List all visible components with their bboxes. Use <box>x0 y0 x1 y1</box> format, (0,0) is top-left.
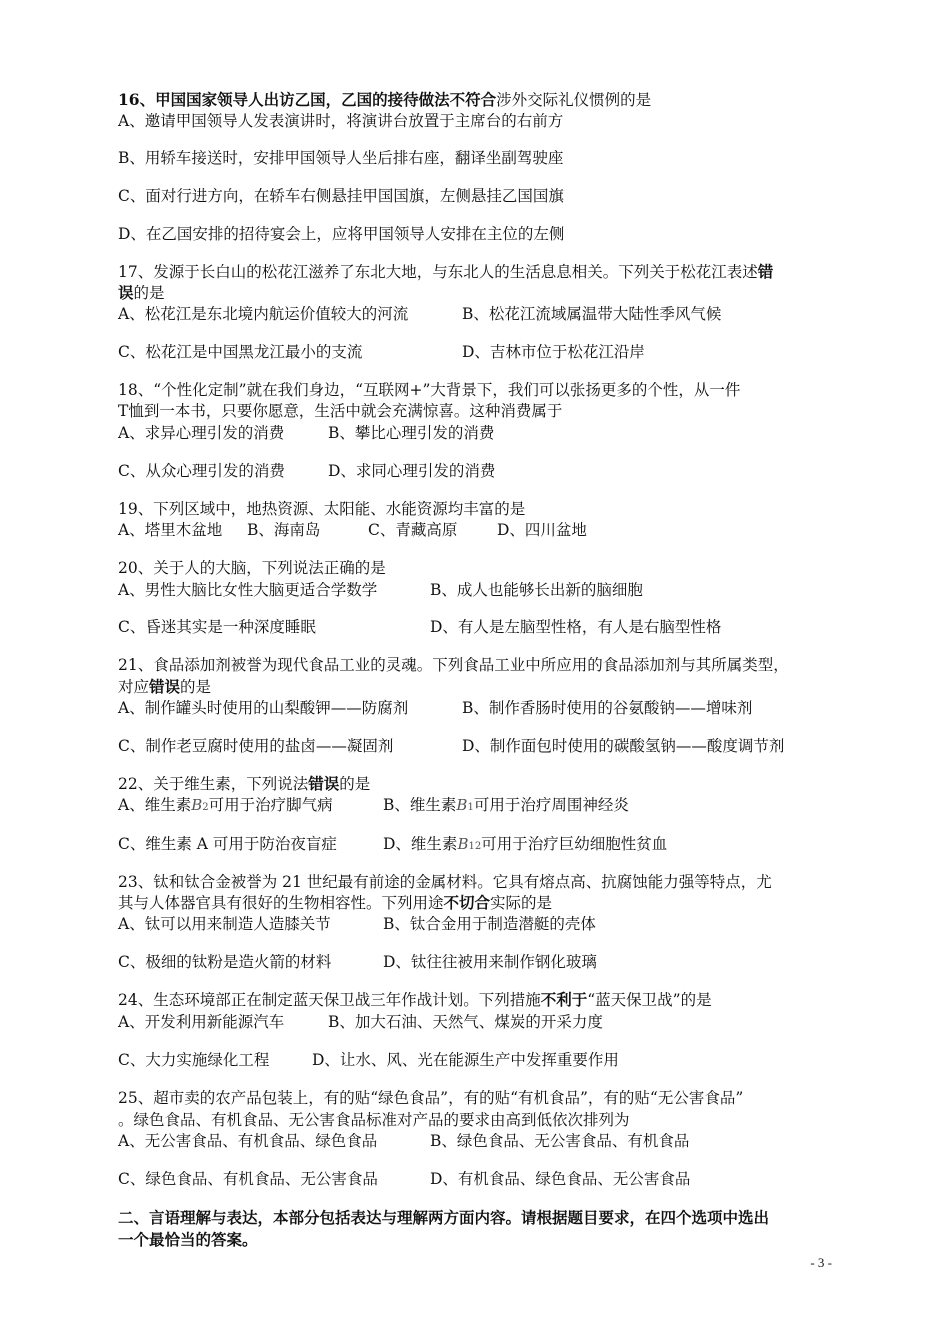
section-heading-line1: 二、言语理解与表达，本部分包括表达与理解两方面内容。请根据题目要求，在四个选项中选出 <box>118 1208 770 1227</box>
question-22-rest: 的是 <box>339 775 371 793</box>
q19-option-a: A、塔里木盆地 <box>118 521 223 539</box>
q22-a-num: 2 <box>202 802 209 813</box>
q25-option-a: A、无公害食品、有机食品、绿色食品 <box>118 1132 378 1150</box>
q19-option-d: D、四川盆地 <box>497 521 587 539</box>
question-18-stem-line1: 18、“个性化定制”就在我们身边，“互联网+”大背景下，我们可以张扬更多的个性，从一件 <box>118 381 741 399</box>
q20-option-d: D、有人是左脑型性格，有人是右脑型性格 <box>430 618 722 636</box>
question-24-rest: “蓝天保卫战”的是 <box>587 991 712 1009</box>
question-23-rest: 实际的是 <box>490 894 553 912</box>
question-21-stem-line2 <box>118 677 211 697</box>
vitamin-b12-formula <box>457 835 481 853</box>
q22-option-d <box>383 834 667 857</box>
q23-option-c: C、极细的钛粉是造火箭的材料 <box>118 953 332 971</box>
page-number: - 3 - <box>810 1255 832 1270</box>
question-17-rest: 的是 <box>133 284 165 302</box>
q18-option-d: D、求同心理引发的消费 <box>328 462 496 480</box>
question-17-text: 17、发源于长白山的松花江滋养了东北大地，与东北人的生活息息相关。下列关于松花江表述 <box>118 263 758 281</box>
vitamin-b2-formula <box>191 796 208 814</box>
q19-option-c: C、青藏高原 <box>368 521 458 539</box>
q22-a-letter: B <box>191 796 203 814</box>
q20-option-a: A、男性大脑比女性大脑更适合学数学 <box>118 581 378 599</box>
q24-option-c: C、大力实施绿化工程 <box>118 1051 270 1069</box>
q22-a-pre: A、维生素 <box>118 796 192 814</box>
q21-option-b: B、制作香肠时使用的谷氨酸钠——增味剂 <box>462 699 753 717</box>
question-23-stem-line2 <box>118 893 552 913</box>
q22-option-c: C、维生素 A 可用于防治夜盲症 <box>118 835 337 853</box>
question-21-stem-line1: 21、食品添加剂被誉为现代食品工业的灵魂。下列食品工业中所应用的食品添加剂与其所属类型， <box>118 656 789 674</box>
section-heading-line2: 一个最恰当的答案。 <box>118 1230 258 1249</box>
q18-option-a: A、求异心理引发的消费 <box>118 424 285 442</box>
q24-option-b: B、加大石油、天然气、煤炭的开采力度 <box>328 1013 603 1031</box>
q20-option-b: B、成人也能够长出新的脑细胞 <box>430 581 643 599</box>
q24-option-a: A、开发利用新能源汽车 <box>118 1013 285 1031</box>
question-25-stem-line2: 。绿色食品、有机食品、无公害食品标准对产品的要求由高到低依次排列为 <box>118 1111 630 1129</box>
q17-option-c: C、松花江是中国黑龙江最小的支流 <box>118 343 363 361</box>
question-23-emphasis: 不切合 <box>443 893 491 912</box>
q21-option-c: C、制作老豆腐时使用的盐卤——凝固剂 <box>118 737 394 755</box>
question-21-pre: 对应 <box>118 678 150 696</box>
question-17-stem-line1 <box>118 262 773 282</box>
q22-a-post: 可用于治疗脚气病 <box>208 796 333 814</box>
q20-option-c: C、昏迷其实是一种深度睡眠 <box>118 618 316 636</box>
q22-b-pre: B、维生素 <box>383 796 457 814</box>
q23-option-b: B、钛合金用于制造潜艇的壳体 <box>383 915 596 933</box>
question-17-emphasis-1: 错 <box>757 262 774 281</box>
q16-option-d: D、在乙国安排的招待宴会上，应将甲国领导人安排在主位的左侧 <box>118 225 565 243</box>
q25-option-d: D、有机食品、绿色食品、无公害食品 <box>430 1170 691 1188</box>
q23-option-d: D、钛往往被用来制作钢化玻璃 <box>383 953 597 971</box>
q16-option-b: B、用轿车接送时，安排甲国领导人坐后排右座，翻译坐副驾驶座 <box>118 149 564 167</box>
q17-option-a: A、松花江是东北境内航运价值较大的河流 <box>118 305 409 323</box>
q22-b-num: 1 <box>467 802 474 813</box>
question-16-text: 16、甲国国家领导人出访乙国，乙国的接待做法 <box>118 90 450 109</box>
question-21-rest: 的是 <box>180 678 212 696</box>
question-22-pre: 22、关于维生素，下列说法 <box>118 775 309 793</box>
q21-option-d: D、制作面包时使用的碳酸氢钠——酸度调节剂 <box>462 737 785 755</box>
question-24-emphasis: 不利于 <box>540 990 588 1009</box>
q21-option-a: A、制作罐头时使用的山梨酸钾——防腐剂 <box>118 699 409 717</box>
q22-d-letter: B <box>457 835 469 853</box>
q22-d-pre: D、维生素 <box>383 835 458 853</box>
q25-option-b: B、绿色食品、无公害食品、有机食品 <box>430 1132 690 1150</box>
question-25-stem-line1: 25、超市卖的农产品包装上，有的贴“绿色食品”，有的贴“有机食品”，有的贴“无公害食品” <box>118 1089 744 1107</box>
question-24-stem <box>118 990 712 1010</box>
q22-option-b <box>383 795 629 818</box>
question-22-stem <box>118 774 370 794</box>
q17-option-b: B、松花江流域属温带大陆性季风气候 <box>462 305 722 323</box>
q22-b-letter: B <box>456 796 468 814</box>
q22-d-num: 12 <box>468 841 482 852</box>
question-23-pre: 其与人体器官具有很好的生物相容性。下列用途 <box>118 894 444 912</box>
q22-option-a <box>118 795 333 818</box>
question-16-stem <box>118 90 651 110</box>
q22-b-post: 可用于治疗周围神经炎 <box>473 796 629 814</box>
question-22-emphasis: 错误 <box>308 774 340 793</box>
q23-option-a: A、钛可以用来制造人造膝关节 <box>118 915 331 933</box>
q18-option-b: B、攀比心理引发的消费 <box>328 424 495 442</box>
question-21-emphasis: 错误 <box>149 677 181 696</box>
question-18-stem-line2: T恤到一本书，只要你愿意，生活中就会充满惊喜。这种消费属于 <box>118 402 563 420</box>
question-17-emphasis-2: 误 <box>118 283 134 302</box>
question-24-pre: 24、生态环境部正在制定蓝天保卫战三年作战计划。下列措施 <box>118 991 541 1009</box>
q16-option-c: C、面对行进方向，在轿车右侧悬挂甲国国旗，左侧悬挂乙国国旗 <box>118 187 564 205</box>
question-20-stem: 20、关于人的大脑，下列说法正确的是 <box>118 559 386 577</box>
q24-option-d: D、让水、风、光在能源生产中发挥重要作用 <box>312 1051 619 1069</box>
q18-option-c: C、从众心理引发的消费 <box>118 462 285 480</box>
vitamin-b1-formula <box>456 796 473 814</box>
question-17-stem-line2 <box>118 283 165 303</box>
question-16-rest: 涉外交际礼仪惯例的是 <box>496 91 652 109</box>
q19-option-b: B、海南岛 <box>247 521 321 539</box>
question-23-stem-line1: 23、钛和钛合金被誉为 21 世纪最有前途的金属材料。它具有熔点高、抗腐蚀能力强等特点，尤 <box>118 873 772 891</box>
q25-option-c: C、绿色食品、有机食品、无公害食品 <box>118 1170 378 1188</box>
question-19-stem: 19、下列区域中，地热资源、太阳能、水能资源均丰富的是 <box>118 500 526 518</box>
q16-option-a: A、邀请甲国领导人发表演讲时，将演讲台放置于主席台的右前方 <box>118 112 564 130</box>
question-16-emphasis: 不符合 <box>449 90 497 109</box>
q22-d-post: 可用于治疗巨幼细胞性贫血 <box>481 835 668 853</box>
q17-option-d: D、吉林市位于松花江沿岸 <box>462 343 645 361</box>
